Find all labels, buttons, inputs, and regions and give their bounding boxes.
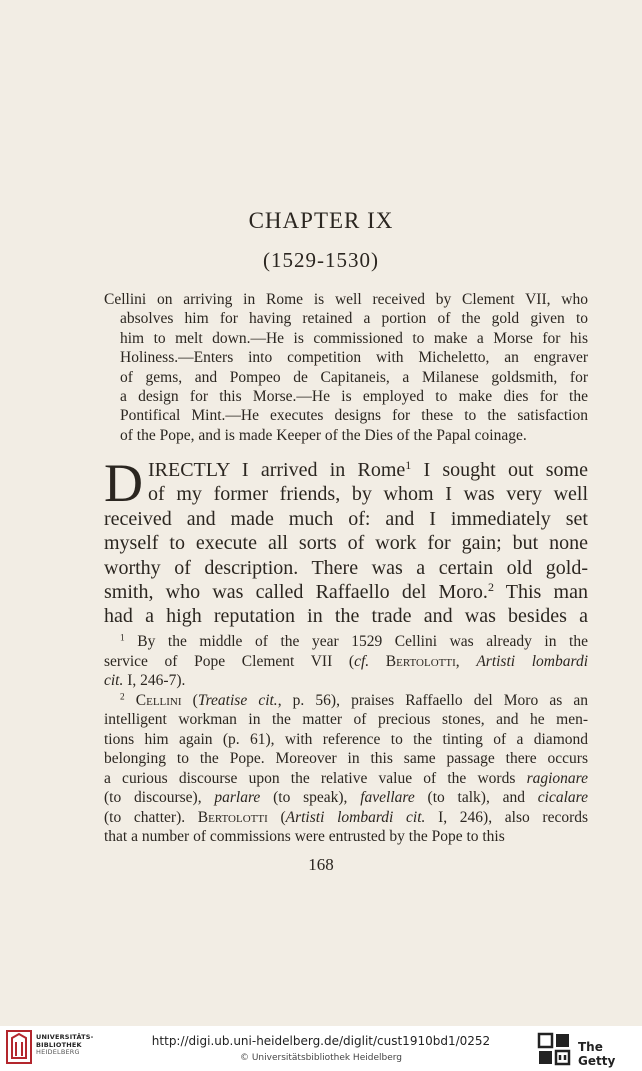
footnote-number: 1 (120, 633, 125, 644)
chapter-title: CHAPTER IX (248, 208, 394, 233)
body-line: of my former friends, by whom I was very well (148, 483, 588, 506)
footnote-line: (to discourse), parlare (to speak), favellare (to talk), and cicalare (104, 789, 588, 806)
footnote-number: 2 (120, 691, 125, 702)
viewer-footer (0, 1026, 642, 1071)
footnote-line: (to chatter). Bertolotti (Artisti lombardi cit. I, 246), also records (104, 808, 589, 826)
summary-line: him to melt down.—He is commissioned to make a Morse for his (120, 329, 588, 347)
summary-line: absolves him for having retained a portion of the gold given to (120, 310, 588, 328)
summary-line: Cellini on arriving in Rome is well received by Clement VII, who (104, 291, 588, 308)
copyright-notice: © Universitätsbibliothek Heidelberg (239, 1053, 402, 1063)
footnote-ref: 2 (487, 579, 494, 594)
footnote-line: a curious discourse upon the relative value of the words ragionare (104, 769, 588, 787)
drop-cap: D (104, 453, 143, 513)
footnote-line: intelligent workman in the matter of precious stones, and he men- (104, 711, 588, 728)
body-line: received and made much of: and I immediately set (104, 507, 588, 530)
summary-line: of the Pope, and is made Keeper of the Dies of the Papal coinage. (120, 426, 527, 444)
body-line: IRECTLY I arrived in Rome$^1$ I sought out some (148, 457, 588, 481)
permalink-url[interactable]: http://digi.ub.uni-heidelberg.de/diglit/cust1910bd1/0252 (151, 1034, 491, 1048)
footnote-line: cit. I, 246-7). (104, 672, 186, 689)
summary-line: of gems, and Pompeo de Capitaneis, a Milanese goldsmith, for (120, 368, 588, 386)
footnote-line: that a number of commissions were entrusted by the Pope to this (104, 828, 505, 845)
footnote-line: belonging to the Pope. Moreover in this same passage there occurs (104, 750, 588, 767)
body-line: worthy of description. There was a certain old gold- (104, 556, 588, 579)
body-line: myself to execute all sorts of work for gain; but none (104, 532, 588, 555)
chapter-years: (1529-1530) (263, 248, 379, 272)
footnote-ref: 1 (405, 457, 412, 472)
summary-line: Pontifical Mint.—He executes designs for these to the satisfaction (120, 407, 588, 425)
footnote-line: service of Pope Clement VII (cf. Bertolotti, Artisti lombardi (104, 652, 589, 670)
getty-logo-icon[interactable] (537, 1032, 571, 1066)
body-line: smith, who was called Raffaello del Moro.$^2$ This man (104, 579, 588, 604)
footnote-line: $^2$ Cellini (Treatise cit., p. 56), praises Raffaello del Moro as an (120, 691, 588, 709)
footnote-line: tions him again (p. 61), with reference to the tinting of a diamond (104, 730, 588, 748)
footnote-line: $^1$ By the middle of the year 1529 Cellini was already in the (120, 633, 588, 650)
summary-line: a design for this Morse.—He is employed to make dies for the (120, 388, 588, 406)
main-text (104, 453, 588, 629)
university-library-name: UNIVERSITÄTS- BIBLIOTHEK HEIDELBERG (36, 1033, 94, 1057)
chapter-summary (104, 290, 588, 445)
getty-label: The Getty (578, 1040, 616, 1068)
summary-line: Holiness.—Enters into competition with Micheletto, an engraver (120, 349, 588, 367)
footnotes (104, 632, 588, 847)
page-number: 168 (308, 855, 334, 874)
body-line: had a high reputation in the trade and was besides a (104, 605, 588, 628)
